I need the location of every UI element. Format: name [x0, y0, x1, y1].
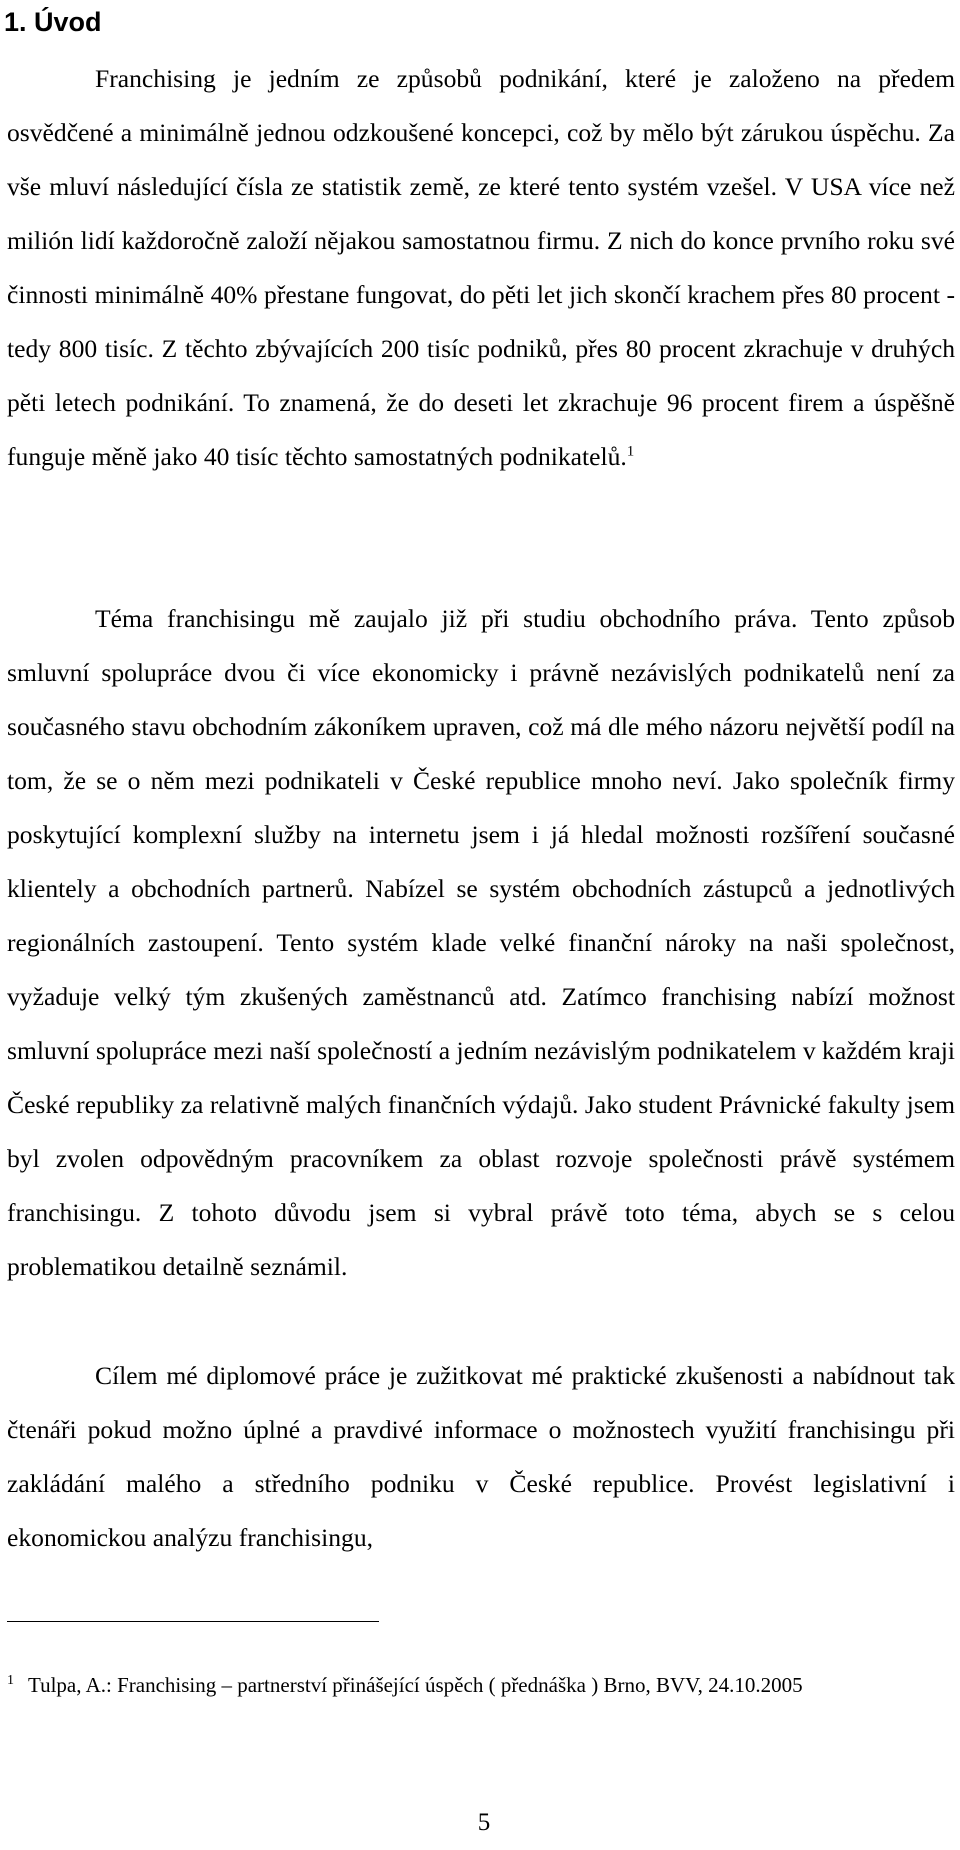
- footnote: [7, 1662, 955, 1708]
- page-number: 5: [477, 1809, 491, 1836]
- footnote-text: Tulpa, A.: Franchising – partnerství přinášející úspěch ( přednáška ) Brno, BVV, 24.10.2005: [28, 1673, 803, 1697]
- paragraph-3: Cílem mé diplomové práce je zužitkovat mé praktické zkušenosti a nabídnout tak čtenáři pokud možno úplné a pravdivé informace o možnostech využití franchisingu při zakládání malého a středního podniku v České republice. Provést legislativní i ekonomickou analýzu franchisingu,: [7, 1361, 955, 1552]
- footnote-reference[interactable]: 1: [626, 443, 635, 460]
- footnote-mark: 1: [7, 1673, 14, 1688]
- paragraph-3-block: [7, 1349, 955, 1565]
- paragraph-1-block: [7, 52, 955, 484]
- paragraph-1: [7, 52, 955, 484]
- footnote-divider: [7, 1621, 379, 1622]
- section-heading: 1. Úvod: [4, 7, 102, 37]
- paragraph-2: Téma franchisingu mě zaujalo již při studiu obchodního práva. Tento způsob smluvní spolupráce dvou či více ekonomicky i právně nezávislých podnikatelů není za současného stavu obchodním zákoníkem upraven, což má dle mého názoru největší podíl na tom, že se o něm mezi podnikateli v České republice mnoho neví. Jako společník firmy poskytující komplexní služby na internetu jsem i já hledal možnosti rozšíření současné klientely a obchodních partnerů. Nabízel se systém obchodních zástupců a jednotlivých regionálních zastoupení. Tento systém klade velké finanční nároky na naši společnost, vyžaduje velký tým zkušených zaměstnanců atd. Zatímco franchising nabízí možnost smluvní spolupráce mezi naší společností a jedním nezávislým podnikatelem v každém kraji České republiky za relativně malých finančních výdajů. Jako student Právnické fakulty jsem byl zvolen odpovědným pracovníkem za oblast rozvoje společnosti právě systémem franchisingu. Z tohoto důvodu jsem si vybral právě toto téma, abych se s celou problematikou detailně seznámil.: [7, 604, 955, 1281]
- paragraph-2-block: [7, 592, 955, 1294]
- paragraph-1-text: Franchising je jedním ze způsobů podnikání, které je založeno na předem osvědčené a minimálně jednou odzkoušené koncepci, což by mělo být zárukou úspěchu. Za vše mluví následující čísla ze statistik země, ze které tento systém vzešel. V USA více než milión lidí každoročně založí nějakou samostatnou firmu. Z nich do konce prvního roku své činnosti minimálně 40% přestane fungovat, do pěti let jich skončí krachem přes 80 procent - tedy 800 tisíc. Z těchto zbývajících 200 tisíc podniků, přes 80 procent zkrachuje v druhých pěti letech podnikání. To znamená, že do deseti let zkrachuje 96 procent firem a úspěšně funguje měně jako 40 tisíc těchto samostatných podnikatelů.: [7, 64, 955, 471]
